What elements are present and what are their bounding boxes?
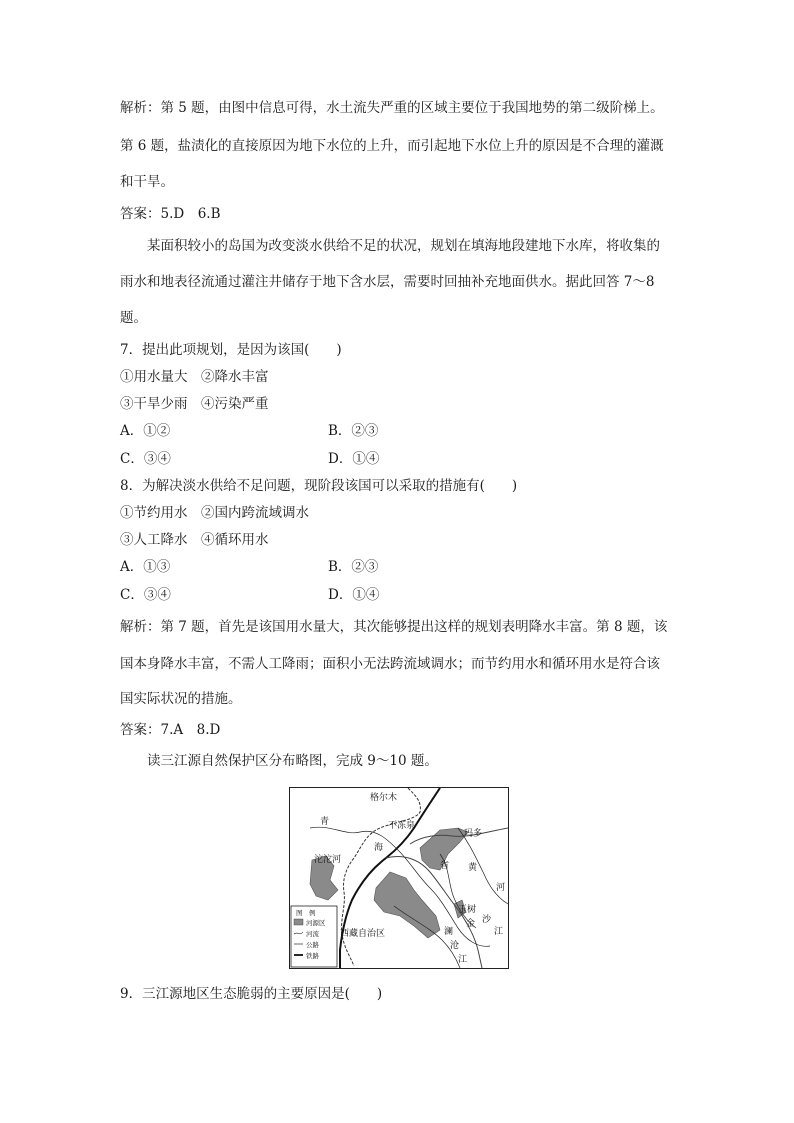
question-7-stem: 7．提出此项规划，是因为该国( ) — [120, 342, 342, 358]
legend-title: 图 例 — [296, 909, 316, 917]
legend-river: 河流 — [306, 930, 319, 938]
map-legend — [291, 906, 337, 967]
label-maduo: 玛多 — [464, 829, 483, 839]
question-8-stem: 8．为解决淡水供给不足问题，现阶段该国可以采取的措施有( ) — [120, 478, 518, 494]
sanjiangyuan-map — [289, 787, 509, 969]
label-jiang: 江 — [494, 927, 504, 937]
legend-source-swatch — [294, 919, 303, 925]
question-8-items-row2: ③人工降水 ④循环用水 — [120, 532, 269, 548]
label-hai: 海 — [374, 843, 384, 853]
label-lan: 澜 — [444, 927, 454, 937]
explanation-5-6-line1: 解析：第 5 题，由图中信息可得，水土流失严重的区域主要位于我国地势的第二级阶梯上。 — [120, 100, 664, 116]
question-8-option-c: C．③④ — [120, 587, 171, 603]
label-geermu: 格尔木 — [370, 793, 398, 803]
question-7-option-b: B．②③ — [328, 423, 379, 439]
label-qing: 青 — [320, 817, 330, 827]
label-he: 河 — [496, 883, 506, 893]
answer-5-6: 答案：5.D 6.B — [120, 206, 221, 222]
question-7-items-row2: ③干旱少雨 ④污染严重 — [120, 396, 269, 412]
question-9-stem: 9．三江源地区生态脆弱的主要原因是( ) — [120, 986, 383, 1002]
legend-road: 公路 — [306, 941, 319, 949]
question-7-option-d: D．①④ — [328, 451, 380, 467]
question-7-items-row1: ①用水量大 ②降水丰富 — [120, 369, 269, 385]
label-sha: 沙 — [482, 915, 492, 925]
question-8-items-row1: ①节约用水 ②国内跨流域调水 — [120, 505, 309, 521]
label-xizang: 西藏自治区 — [340, 929, 386, 939]
explanation-5-6-line2: 第 6 题，盐渍化的直接原因为地下水位的上升，而引起地下水位上升的原因是不合理的灌溉 — [120, 138, 664, 154]
question-8-option-d: D．①④ — [328, 587, 380, 603]
answer-7-8: 答案：7.A 8.D — [120, 722, 221, 738]
question-7-option-c: C．③④ — [120, 451, 171, 467]
passage-7-8-line3: 题。 — [120, 310, 147, 326]
map-drawing — [290, 788, 508, 968]
explanation-7-8-line1: 解析：第 7 题，首先是该国用水量大，其次能够提出这样的规划表明降水丰富。第 8 题，该 — [120, 619, 668, 635]
explanation-7-8-line2: 国本身降水丰富，不需人工降雨；面积小无法跨流域调水；而节约用水和循环用水是符合该 — [120, 656, 660, 672]
label-budongquan: 不冻泉 — [388, 821, 416, 831]
label-jin: 金 — [466, 919, 476, 929]
legend-source: 河源区 — [306, 919, 326, 927]
explanation-7-8-line3: 国实际状况的措施。 — [120, 691, 242, 707]
explanation-5-6-line3: 和干旱。 — [120, 174, 174, 190]
passage-7-8-line1: 某面积较小的岛国为改变淡水供给不足的状况，规划在填海地段建地下水库，将收集的 — [147, 238, 660, 254]
passage-7-8-line2: 雨水和地表径流通过灌注井储存于地下含水层，需要时回抽补充地面供水。据此回答 7～8 — [120, 274, 655, 290]
question-8-option-b: B．②③ — [328, 559, 379, 575]
question-7-option-a: A．①② — [120, 423, 171, 439]
province-boundary — [342, 788, 421, 966]
label-yushu: 玉树 — [458, 905, 477, 915]
question-8-option-a: A．①③ — [120, 559, 171, 575]
legend-rail: 铁路 — [306, 952, 319, 960]
label-tuotuohe: 沱沱河 — [314, 855, 342, 865]
label-cang: 沧 — [450, 941, 460, 951]
label-jiang2: 江 — [458, 955, 468, 965]
label-sheng: 省 — [440, 861, 450, 871]
label-huang: 黄 — [468, 863, 478, 873]
passage-9-10: 读三江源自然保护区分布略图，完成 9～10 题。 — [147, 753, 438, 769]
